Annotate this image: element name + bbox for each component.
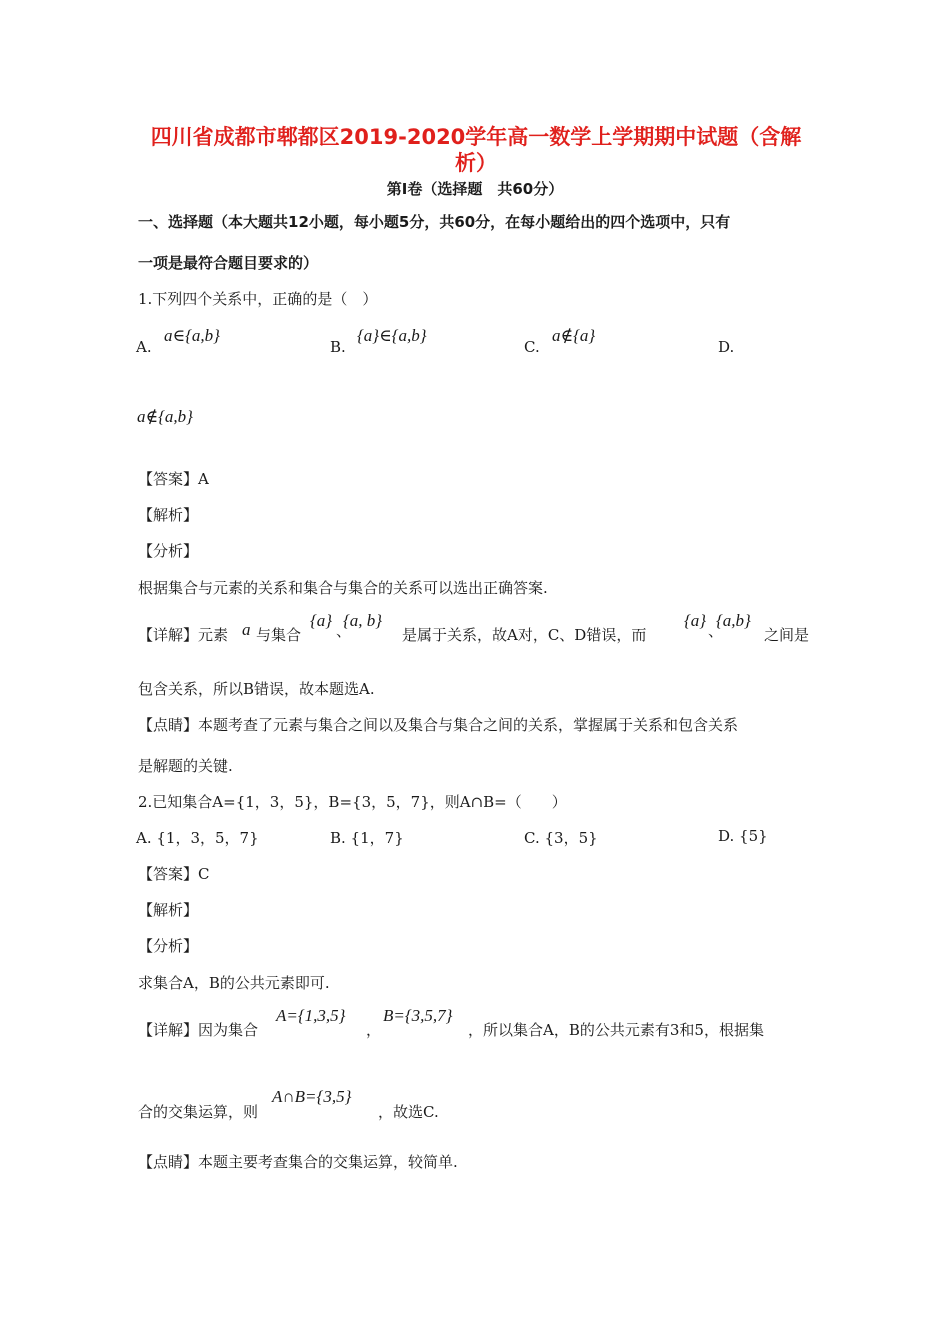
q1-detail-mid-2: 是属于关系，故A对，C、D错误，而 <box>402 626 647 644</box>
q1-detail-var: a <box>242 620 251 639</box>
q2-option-b: B. {1，7} <box>330 829 404 847</box>
document-title-line-2: 析） <box>455 151 497 175</box>
q1-answer: 【答案】A <box>138 470 209 488</box>
q1-analysis: 根据集合与元素的关系和集合与集合的关系可以选出正确答案. <box>138 579 548 597</box>
q1-detail-line-2: 包含关系，所以B错误，故本题选A. <box>138 680 375 698</box>
q1-option-c-label: C. <box>524 338 540 356</box>
q1-option-b-label: B. <box>330 338 346 356</box>
q1-comment-line-1: 【点睛】本题考查了元素与集合之间以及集合与集合之间的关系，掌握属于关系和包含关系 <box>138 716 739 734</box>
q1-detail-set-4: {a,b} <box>716 611 751 630</box>
instructions-line-1: 一、选择题（本大题共12小题，每小题5分，共60分，在每小题给出的四个选项中，只有 <box>138 213 731 231</box>
q1-option-b-math: {a}∈{a,b} <box>357 326 427 345</box>
q2-answer: 【答案】C <box>138 865 210 883</box>
q2-option-a: A. {1，3，5，7} <box>136 829 259 847</box>
q1-fenxi-heading: 【分析】 <box>138 542 199 560</box>
document-title-line-1: 四川省成都市郫都区2019-2020学年高一数学上学期期中试题（含解 <box>150 125 802 149</box>
q2-detail-math-2: B={3,5,7} <box>383 1006 453 1025</box>
q2-detail-prefix: 【详解】因为集合 <box>138 1021 259 1039</box>
q2-option-c: C. {3，5} <box>524 829 598 847</box>
q2-detail-rest: ，所以集合A，B的公共元素有3和5，根据集 <box>468 1021 764 1039</box>
q2-detail-math-1: A={1,3,5} <box>276 1006 346 1025</box>
q2-detail-line-2-end: ，故选C. <box>378 1103 439 1121</box>
q1-detail-mid-1: 与集合 <box>256 626 302 644</box>
q1-detail-sep-2: 、 <box>708 622 724 640</box>
q2-jiexi-heading: 【解析】 <box>138 901 199 919</box>
q1-comment-line-2: 是解题的关键. <box>138 757 233 775</box>
q1-option-a-math: a∈{a,b} <box>164 326 220 345</box>
q1-option-d-math: a∉{a,b} <box>137 407 193 426</box>
q2-comment: 【点睛】本题主要考查集合的交集运算，较简单. <box>138 1153 458 1171</box>
q1-option-d-label: D. <box>718 338 735 356</box>
section-header: 第I卷（选择题 共60分） <box>386 180 564 198</box>
q2-stem: 2.已知集合A={1，3，5}，B={3，5，7}，则A∩B=（ ） <box>138 793 567 811</box>
instructions-line-2: 一项是最符合题目要求的） <box>138 254 319 272</box>
q2-analysis: 求集合A，B的公共元素即可. <box>138 974 330 992</box>
q1-detail-end: 之间是 <box>764 626 810 644</box>
q2-detail-line-2-prefix: 合的交集运算，则 <box>138 1103 259 1121</box>
q1-detail-set-1: {a} <box>310 611 333 630</box>
q1-stem: 1.下列四个关系中，正确的是（ ） <box>138 290 378 308</box>
q1-detail-set-3: {a} <box>684 611 707 630</box>
q1-detail-sep-1: 、 <box>336 622 352 640</box>
q1-detail-prefix: 【详解】元素 <box>138 626 229 644</box>
q1-detail-set-2: {a, b} <box>343 611 383 630</box>
q2-detail-comma-1: ， <box>366 1021 382 1039</box>
q2-option-d: D. {5} <box>718 827 768 845</box>
document-title <box>138 124 814 176</box>
q1-jiexi-heading: 【解析】 <box>138 506 199 524</box>
q1-option-c-math: a∉{a} <box>552 326 596 345</box>
q1-option-a-label: A. <box>136 338 152 356</box>
q2-detail-math-3: A∩B={3,5} <box>272 1087 352 1106</box>
q2-fenxi-heading: 【分析】 <box>138 937 199 955</box>
